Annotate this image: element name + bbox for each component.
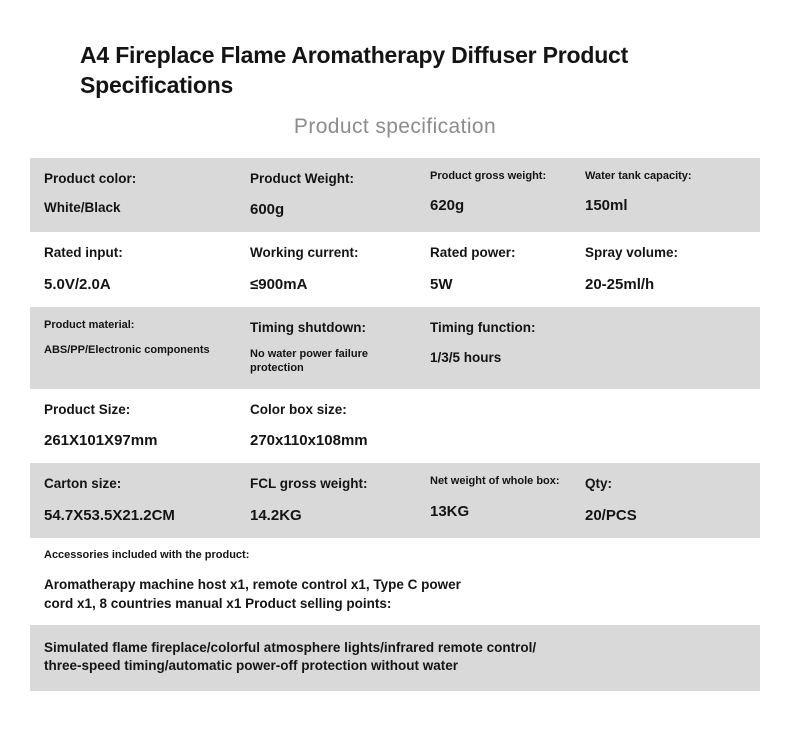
- cell-label: Product color:: [44, 170, 137, 186]
- cell-label: Product Size:: [44, 401, 131, 417]
- accessories-text-line1: Aromatherapy machine host x1, remote control x1, Type C power: [44, 577, 461, 593]
- cell-value: 54.7X53.5X21.2CM: [44, 506, 175, 524]
- table-cell: [236, 158, 416, 233]
- table-cell: [416, 389, 571, 464]
- cell-label: Carton size:: [44, 476, 122, 492]
- table-cell: [416, 158, 571, 233]
- cell-label: Product material:: [44, 319, 135, 332]
- accessories-cell: [30, 538, 760, 625]
- page-title: A4 Fireplace Flame Aromatherapy Diffuser Product Specifications: [80, 42, 629, 99]
- selling-points-line1: Simulated flame fireplace/colorful atmosphere lights/infrared remote control/: [44, 639, 537, 655]
- cell-value: 5W: [430, 275, 453, 293]
- cell-value: No water power failure protection: [250, 347, 368, 375]
- cell-label: Timing function:: [430, 320, 536, 336]
- specifications-table: [30, 158, 760, 692]
- cell-label: Net weight of whole box:: [430, 475, 560, 488]
- table-cell: [571, 389, 760, 464]
- cell-label: Rated input:: [44, 245, 123, 261]
- table-row: [30, 232, 760, 307]
- cell-label: Working current:: [250, 245, 359, 261]
- cell-label: Timing shutdown:: [250, 320, 366, 336]
- table-cell: [236, 389, 416, 464]
- table-cell: [571, 307, 760, 388]
- cell-value: 150ml: [585, 197, 628, 215]
- selling-points-row: [30, 625, 760, 691]
- accessories-row: [30, 538, 760, 625]
- accessories-text-line2: cord x1, 8 countries manual x1 Product selling points:: [44, 595, 392, 611]
- selling-points-cell: [30, 625, 760, 691]
- cell-value: ≤900mA: [250, 275, 308, 293]
- table-cell: [236, 463, 416, 538]
- cell-value: 20-25ml/h: [585, 275, 655, 293]
- cell-value: 261X101X97mm: [44, 431, 158, 449]
- selling-points-line2: three-speed timing/automatic power-off protection without water: [44, 658, 459, 674]
- table-cell: [416, 232, 571, 307]
- cell-label: Water tank capacity:: [585, 169, 692, 182]
- table-cell: [571, 463, 760, 538]
- cell-label: Rated power:: [430, 245, 516, 261]
- cell-value: White/Black: [44, 199, 121, 215]
- table-row: [30, 307, 760, 388]
- table-cell: [236, 307, 416, 388]
- table-cell: [30, 389, 236, 464]
- cell-label: Color box size:: [250, 401, 347, 417]
- table-cell: [416, 307, 571, 388]
- table-cell: [416, 463, 571, 538]
- cell-value: 600g: [250, 200, 285, 218]
- table-cell: [30, 307, 236, 388]
- accessories-label: Accessories included with the product:: [44, 549, 250, 562]
- table-cell: [30, 463, 236, 538]
- cell-label: FCL gross weight:: [250, 476, 368, 492]
- table-row: [30, 389, 760, 464]
- table-cell: [30, 232, 236, 307]
- cell-label: Qty:: [585, 476, 612, 492]
- cell-value: 1/3/5 hours: [430, 349, 502, 365]
- cell-value: 20/PCS: [585, 506, 637, 524]
- cell-value: ABS/PP/Electronic components: [44, 344, 210, 356]
- cell-value: 5.0V/2.0A: [44, 275, 111, 293]
- page-subtitle: Product specification: [293, 114, 497, 138]
- cell-label: Product Weight:: [250, 170, 354, 186]
- cell-value: 13KG: [430, 503, 470, 521]
- cell-label: Product gross weight:: [430, 169, 547, 182]
- table-row: [30, 158, 760, 233]
- table-cell: [236, 232, 416, 307]
- table-cell: [571, 232, 760, 307]
- cell-value: 14.2KG: [250, 506, 302, 524]
- cell-value: 620g: [430, 197, 465, 215]
- table-cell: [571, 158, 760, 233]
- cell-value: 270x110x108mm: [250, 431, 368, 449]
- cell-label: Spray volume:: [585, 245, 679, 261]
- table-cell: [30, 158, 236, 233]
- table-row: [30, 463, 760, 538]
